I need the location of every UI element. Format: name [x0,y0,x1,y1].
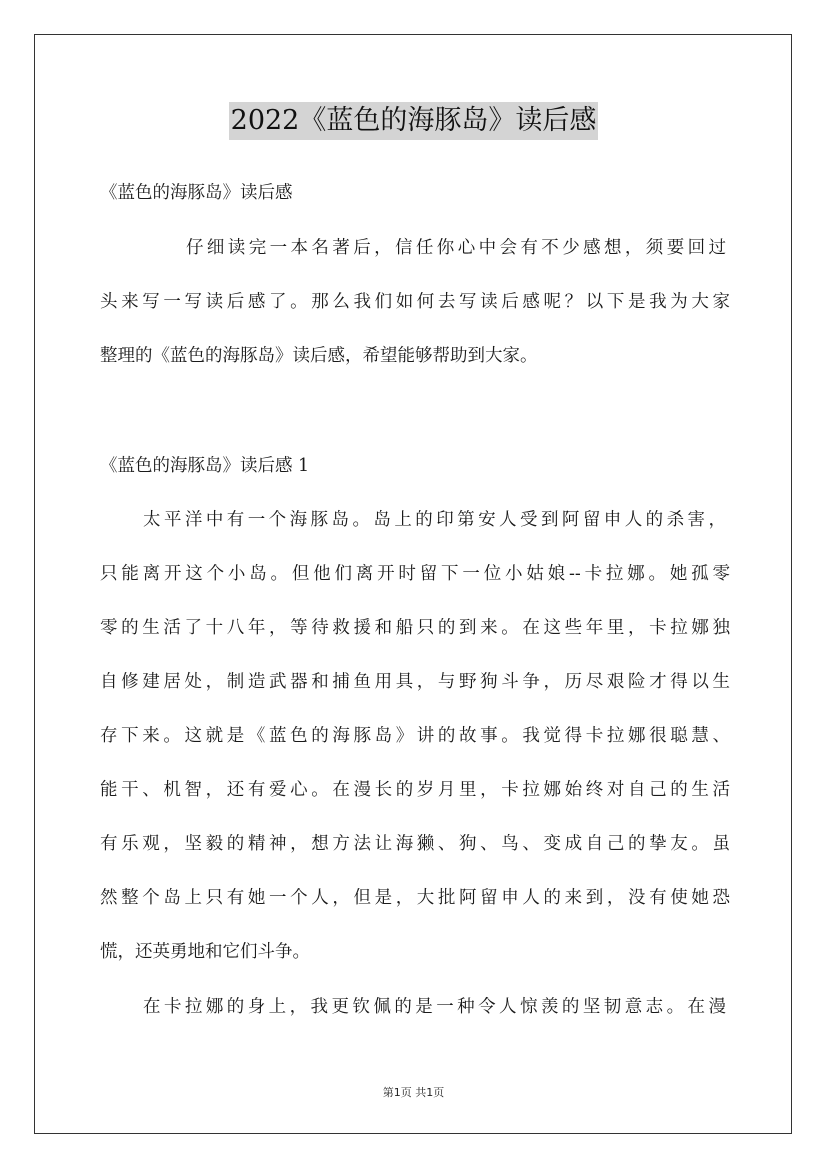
para1-line-3[interactable]: 零的生活了十八年，等待救援和船只的到来。在这些年里，卡拉娜独 [100,618,730,638]
subtitle[interactable]: 《蓝色的海豚岛》读后感 [100,183,293,203]
document-title[interactable]: 2022《蓝色的海豚岛》读后感 [229,102,599,140]
para1-line-6[interactable]: 能干、机智，还有爱心。在漫长的岁月里，卡拉娜始终对自己的生活 [100,780,730,800]
para1-line-9[interactable]: 慌，还英勇地和它们斗争。 [100,942,310,962]
para1-line-8[interactable]: 然整个岛上只有她一个人，但是，大批阿留申人的来到，没有使她恐 [100,888,730,908]
section-heading[interactable]: 《蓝色的海豚岛》读后感 1 [100,456,310,476]
title-container [0,102,827,140]
para1-line-2[interactable]: 只能离开这个小岛。但他们离开时留下一位小姑娘--卡拉娜。她孤零 [100,564,730,584]
intro-line-2[interactable]: 头来写一写读后感了。那么我们如何去写读后感呢？以下是我为大家 [100,292,730,312]
para1-line-7[interactable]: 有乐观，坚毅的精神，想方法让海獭、狗、鸟、变成自己的挚友。虽 [100,834,730,854]
para1-line-4[interactable]: 自修建居处，制造武器和捕鱼用具，与野狗斗争，历尽艰险才得以生 [100,672,730,692]
page-footer: 第1页 共1页 [382,1086,445,1099]
para2-line-1[interactable]: 在卡拉娜的身上，我更钦佩的是一种令人惊羡的坚韧意志。在漫 [143,997,726,1017]
para1-line-1[interactable]: 太平洋中有一个海豚岛。岛上的印第安人受到阿留申人的杀害， [143,510,726,530]
intro-line-3[interactable]: 整理的《蓝色的海豚岛》读后感，希望能够帮助到大家。 [100,346,538,366]
intro-line-1[interactable]: 仔细读完一本名著后，信任你心中会有不少感想，须要回过 [186,238,726,258]
para1-line-5[interactable]: 存下来。这就是《蓝色的海豚岛》讲的故事。我觉得卡拉娜很聪慧、 [100,726,730,746]
